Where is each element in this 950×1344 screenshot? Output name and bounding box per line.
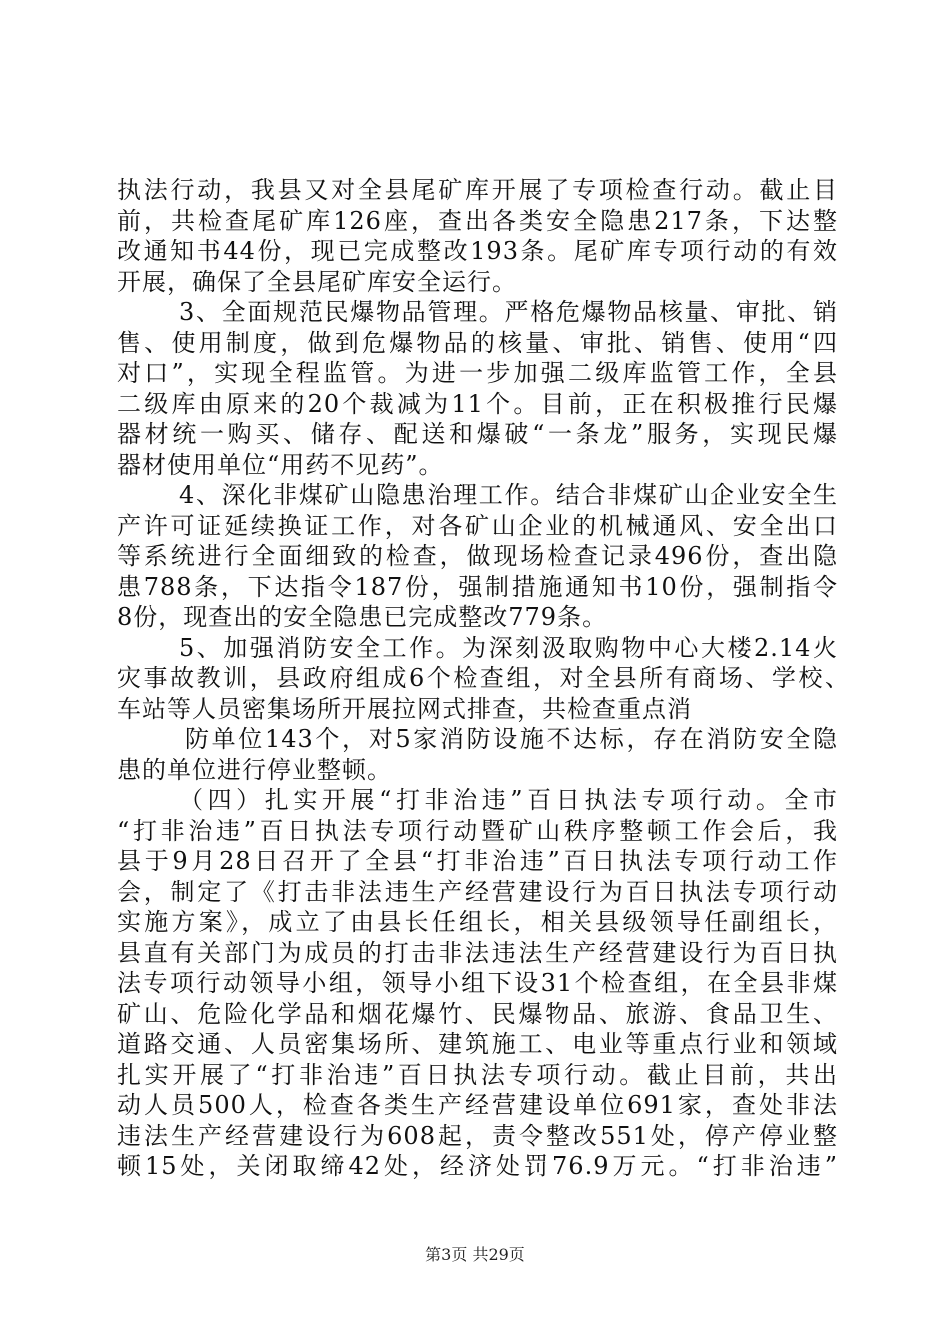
paragraph-line: 患的单位进行停业整顿。 [117, 755, 392, 784]
paragraph-line: 器材使用单位“用药不见药”。 [117, 450, 444, 479]
paragraph-line: 车站等人员密集场所开展拉网式排查，共检查重点消 [117, 694, 692, 723]
body-paragraph [117, 175, 838, 297]
paragraph-line: 改通知书44份，现已完成整改193条。尾矿库专项行动的有效 [117, 237, 838, 265]
paragraph-line: 法专项行动领导小组，领导小组下设31个检查组，在全县非煤 [117, 969, 838, 997]
paragraph-line: 前，共检查尾矿库126座，查出各类安全隐患217条，下达整 [117, 206, 838, 235]
paragraph-line: 等系统进行全面细致的检查，做现场检查记录496份，查出隐 [117, 542, 838, 570]
document-body [117, 175, 850, 1182]
paragraph-line: 县直有关部门为成员的打击非法违法生产经营建设行为百日执 [117, 938, 838, 967]
paragraph-line: 开展，确保了全县尾矿库安全运行。 [117, 267, 517, 296]
paragraph-line: 4、深化非煤矿山隐患治理工作。结合非煤矿山企业安全生 [179, 481, 838, 509]
paragraph-line: 矿山、危险化学品和烟花爆竹、民爆物品、旅游、食品卫生、 [117, 999, 838, 1028]
paragraph-line: 实施方案》，成立了由县长任组长，相关县级领导任副组长， [117, 908, 838, 936]
paragraph-line: 会，制定了《打击非法违生产经营建设行为百日执法专项行动 [117, 877, 838, 906]
page-number-footer: 第3页 共29页 [425, 1245, 525, 1264]
paragraph-line: 灾事故教训，县政府组成6个检查组，对全县所有商场、学校、 [117, 664, 850, 692]
paragraph-line: 顿15处，关闭取缔42处，经济处罚76.9万元。“打非治违” [117, 1152, 838, 1180]
paragraph-line: 防单位143个，对5家消防设施不达标，存在消防安全隐 [185, 725, 838, 753]
body-paragraph [117, 633, 850, 725]
paragraph-line: （四）扎实开展“打非治违”百日执法专项行动。全市 [179, 786, 838, 814]
body-paragraph [117, 480, 838, 633]
paragraph-line: 道路交通、人员密集场所、建筑施工、电业等重点行业和领域 [117, 1030, 838, 1058]
paragraph-line: 执法行动，我县又对全县尾矿库开展了专项检查行动。截止目 [117, 176, 838, 204]
paragraph-line: 8份，现查出的安全隐患已完成整改779条。 [117, 603, 608, 631]
body-paragraph [117, 297, 838, 480]
paragraph-line: “打非治违”百日执法专项行动暨矿山秩序整顿工作会后，我 [117, 816, 838, 845]
paragraph-line: 器材统一购买、储存、配送和爆破“一条龙”服务，实现民爆 [117, 420, 838, 448]
paragraph-line: 县于9月28日召开了全县“打非治违”百日执法专项行动工作 [117, 847, 838, 875]
paragraph-line: 扎实开展了“打非治违”百日执法专项行动。截止目前，共出 [117, 1060, 838, 1089]
body-paragraph [117, 785, 838, 1182]
body-paragraph [117, 724, 838, 785]
paragraph-line: 3、全面规范民爆物品管理。严格危爆物品核量、审批、销 [179, 298, 838, 326]
paragraph-line: 售、使用制度，做到危爆物品的核量、审批、销售、使用“四 [117, 328, 838, 357]
paragraph-line: 违法生产经营建设行为608起，责令整改551处，停产停业整 [117, 1121, 838, 1150]
paragraph-line: 患788条，下达指令187份，强制措施通知书10份，强制指令 [117, 572, 838, 601]
paragraph-line: 5、加强消防安全工作。为深刻汲取购物中心大楼2.14火 [179, 633, 838, 662]
paragraph-line: 二级库由原来的20个裁减为11个。目前，正在积极推行民爆 [117, 389, 838, 418]
paragraph-line: 对口”，实现全程监管。为进一步加强二级库监管工作，全县 [117, 359, 838, 387]
paragraph-line: 动人员500人，检查各类生产经营建设单位691家，查处非法 [117, 1091, 838, 1119]
paragraph-line: 产许可证延续换证工作，对各矿山企业的机械通风、安全出口 [117, 511, 838, 540]
